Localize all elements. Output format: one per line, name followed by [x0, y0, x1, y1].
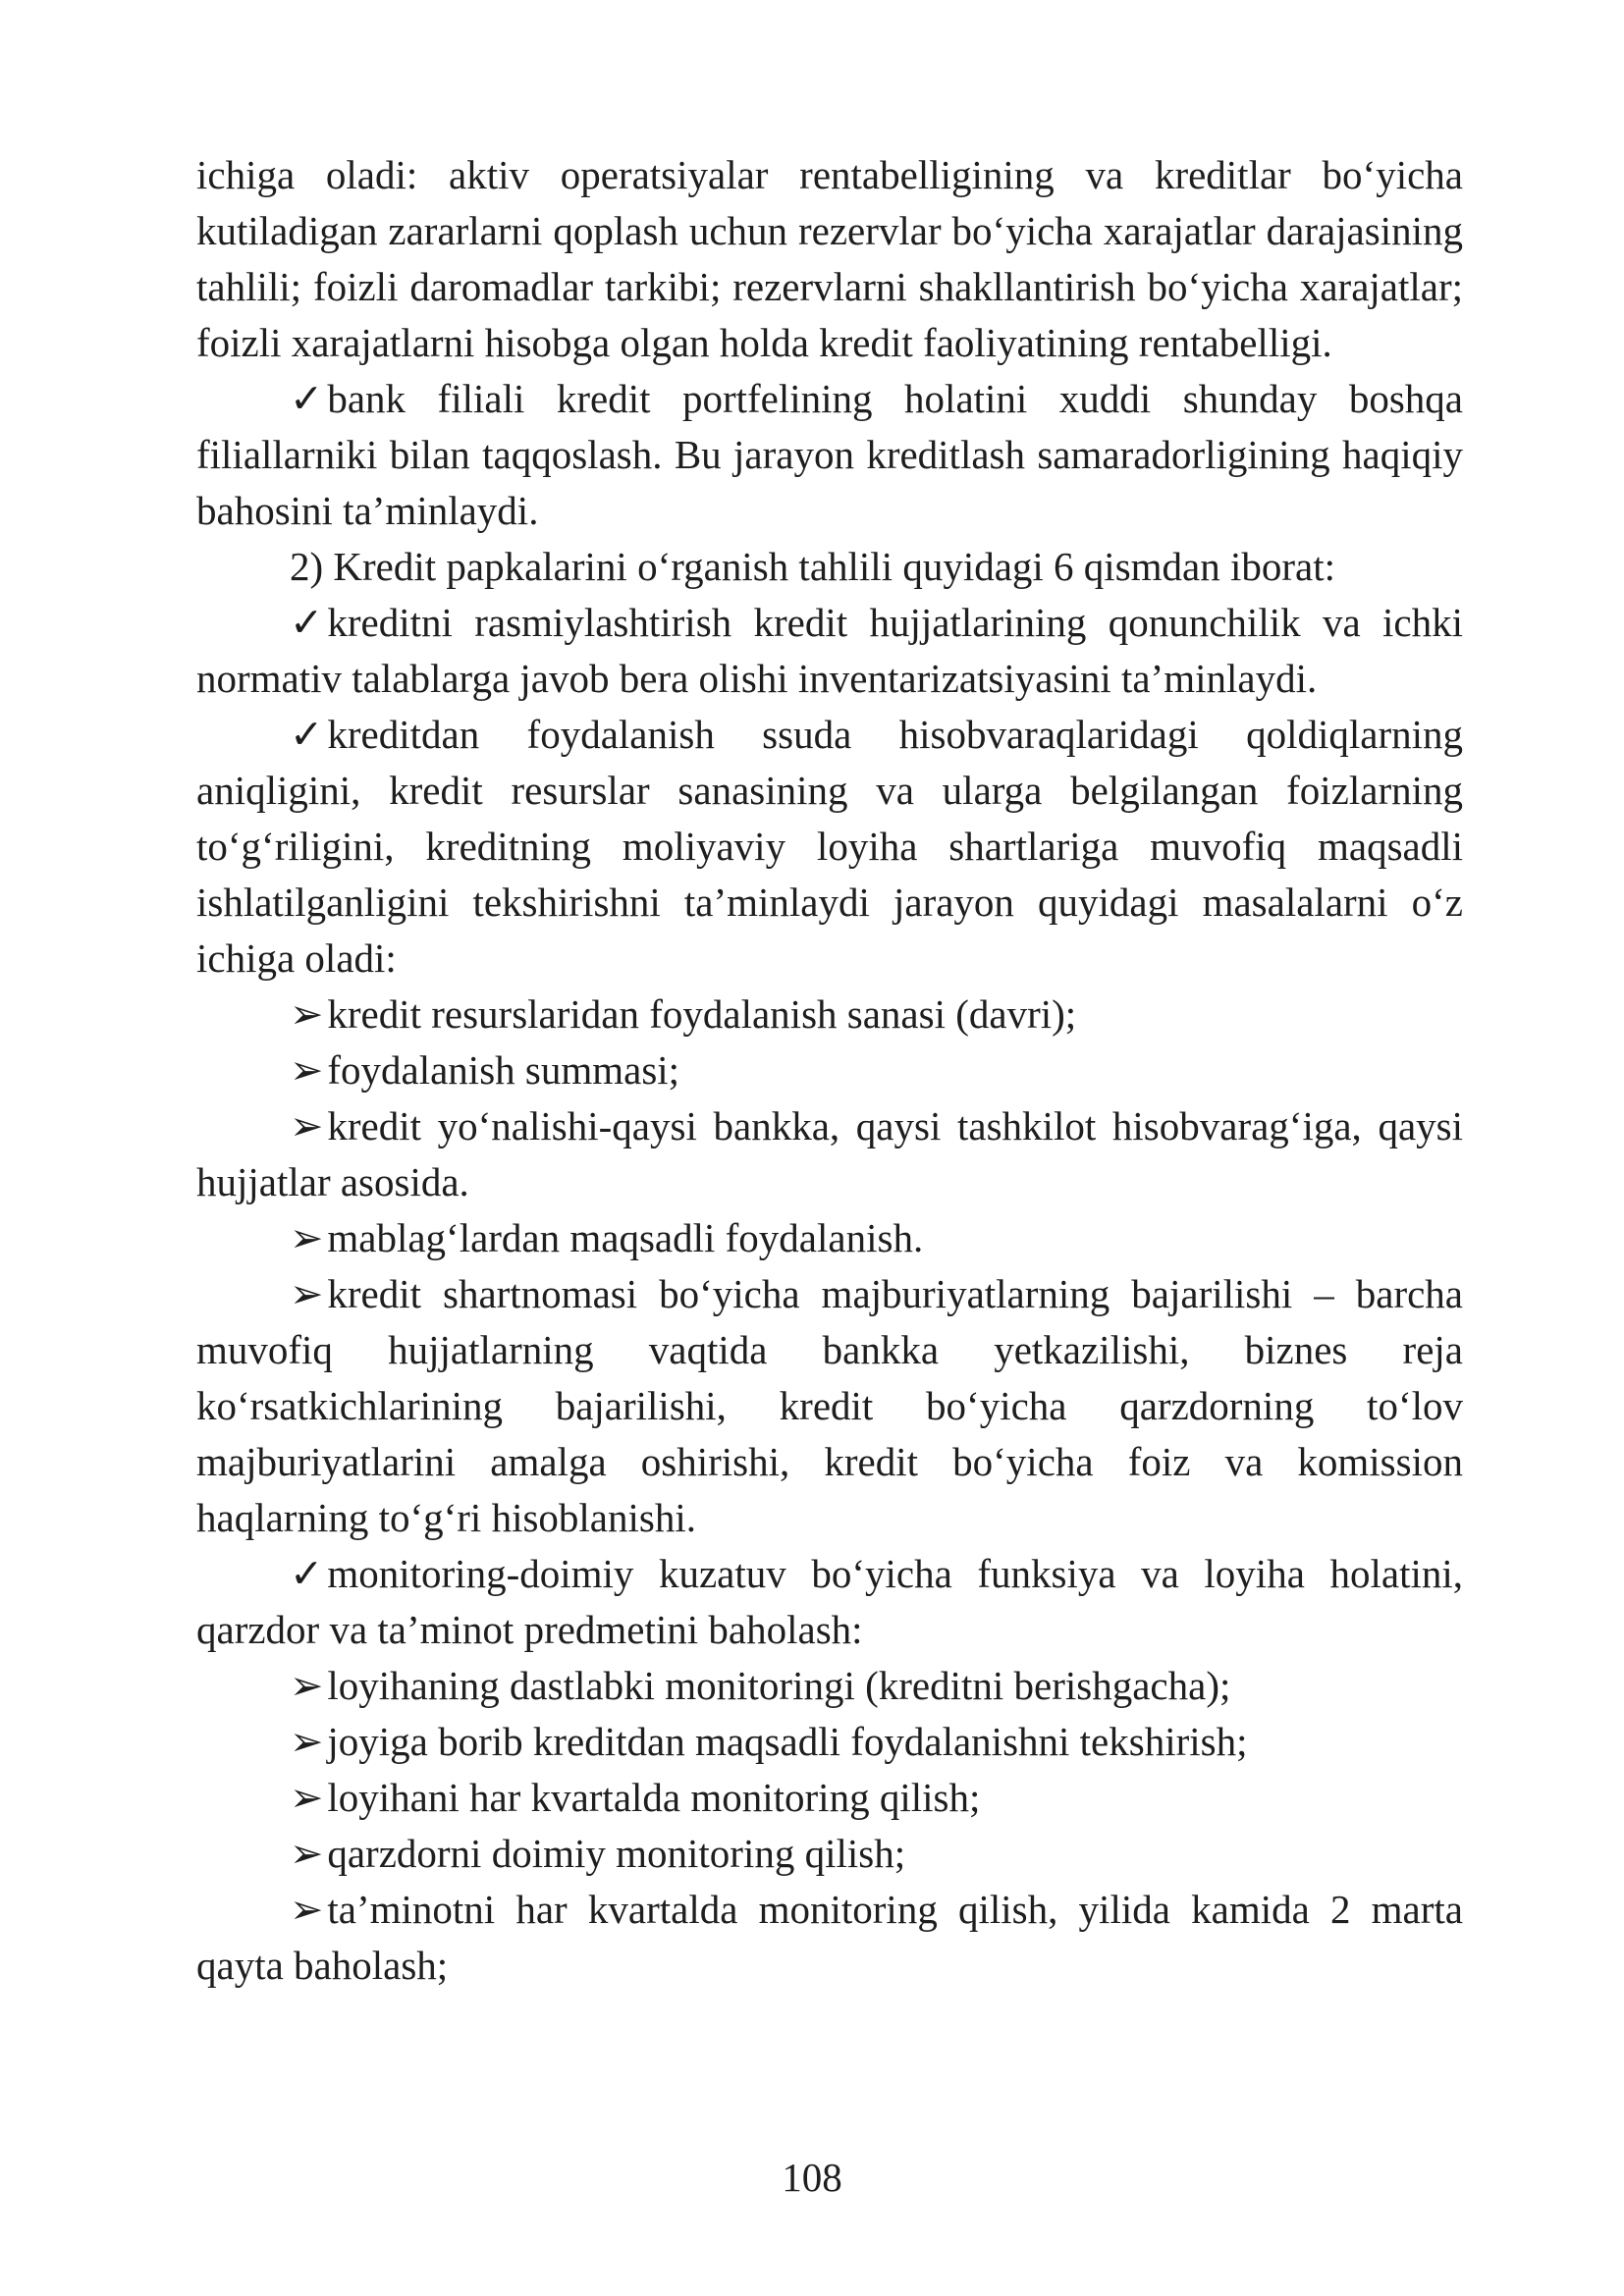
arrow-item-credit-direction [196, 1098, 1463, 1210]
arrow-item-text: ta’minotni har kvartalda monitoring qilish, yilida kamida 2 marta qayta baholash; [196, 1887, 1463, 1988]
arrow-bullet-icon: ➢ [290, 1103, 324, 1148]
check-item-text: bank filiali kredit portfelining holatini xuddi shunday boshqa filiallarniki bilan taqqoslash. Bu jarayon kreditlash samaradorligining haqiqiy bahosini ta’minlaydi. [196, 376, 1463, 533]
arrow-item-text: kredit resurslaridan foydalanish sanasi (davri); [327, 991, 1077, 1037]
check-item-monitoring [196, 1546, 1463, 1658]
arrow-item-targeted-use [196, 1210, 1463, 1266]
arrow-bullet-icon: ➢ [290, 1663, 324, 1708]
arrow-item-text: qarzdorni doimiy monitoring qilish; [327, 1831, 906, 1876]
check-item-branch-portfolio [196, 371, 1463, 539]
arrow-bullet-icon: ➢ [290, 1047, 324, 1093]
check-item-text: kreditdan foydalanish ssuda hisobvaraqlaridagi qoldiqlarning aniqligini, kredit resurslar sanasining va ularga belgilangan foizlarning to‘g‘riligini, kreditning moliyaviy loyiha shartlariga muvofiq maqsadli ishlatilganligini tekshirishni ta’minlaydi jarayon quyidagi masalalarni o‘z ichiga oladi: [196, 712, 1463, 981]
arrow-item-usage-date [196, 987, 1463, 1042]
arrow-bullet-icon: ➢ [290, 1831, 324, 1876]
check-item-credit-usage [196, 707, 1463, 987]
paragraph-text: ichiga oladi: aktiv operatsiyalar rentabelligining va kreditlar bo‘yicha kutiladigan zararlarni qoplash uchun rezervlar bo‘yicha xarajatlar darajasining tahlili; foizli daromadlar tarkibi; rezervlarni shakllantirish bo‘yicha xarajatlar; foizli xarajatlarni hisobga olgan holda kredit faoliyatining rentabelligi. [196, 152, 1463, 365]
arrow-item-text: loyihani har kvartalda monitoring qilish; [327, 1775, 981, 1820]
arrow-bullet-icon: ➢ [290, 1775, 324, 1820]
checkmark-icon: ✓ [290, 1551, 324, 1596]
arrow-bullet-icon: ➢ [290, 1887, 324, 1932]
arrow-bullet-icon: ➢ [290, 991, 324, 1037]
arrow-item-text: kredit yo‘nalishi-qaysi bankka, qaysi tashkilot hisobvarag‘iga, qaysi hujjatlar asosida. [196, 1103, 1463, 1204]
check-item-text: monitoring-doimiy kuzatuv bo‘yicha funksiya va loyiha holatini, qarzdor va ta’minot predmetini baholash: [196, 1551, 1463, 1652]
arrow-item-text: loyihaning dastlabki monitoringi (kreditni berishgacha); [327, 1663, 1231, 1708]
arrow-bullet-icon: ➢ [290, 1719, 324, 1764]
arrow-item-contract-obligations [196, 1266, 1463, 1546]
arrow-item-borrower-monitoring [196, 1826, 1463, 1882]
check-item-text: kreditni rasmiylashtirish kredit hujjatlarining qonunchilik va ichki normativ talablarga javob bera olishi inventarizatsiyasini ta’minlaydi. [196, 600, 1463, 701]
arrow-item-usage-amount [196, 1042, 1463, 1098]
arrow-item-quarterly-project [196, 1770, 1463, 1826]
arrow-item-text: mablag‘lardan maqsadli foydalanish. [327, 1215, 924, 1260]
arrow-bullet-icon: ➢ [290, 1215, 324, 1260]
page-body [196, 147, 1463, 1994]
arrow-item-collateral-monitoring [196, 1882, 1463, 1994]
paragraph-text: 2) Kredit papkalarini o‘rganish tahlili quyidagi 6 qismdan iborat: [290, 544, 1336, 589]
arrow-item-initial-monitoring [196, 1658, 1463, 1714]
paragraph-credit-folders [196, 539, 1463, 595]
paragraph-intro [196, 147, 1463, 371]
check-item-documentation [196, 595, 1463, 707]
arrow-item-onsite-check [196, 1714, 1463, 1770]
page-number: 108 [782, 2155, 842, 2200]
arrow-bullet-icon: ➢ [290, 1271, 324, 1316]
arrow-item-text: foydalanish summasi; [327, 1047, 680, 1093]
checkmark-icon: ✓ [290, 600, 324, 645]
checkmark-icon: ✓ [290, 712, 324, 757]
arrow-item-text: kredit shartnomasi bo‘yicha majburiyatlarning bajarilishi – barcha muvofiq hujjatlarning vaqtida bankka yetkazilishi, biznes reja ko‘rsatkichlarining bajarilishi, kredit bo‘yicha qarzdorning to‘lov majburiyatlarini amalga oshirishi, kredit bo‘yicha foiz va komission haqlarning to‘g‘ri hisoblanishi. [196, 1271, 1463, 1540]
arrow-item-text: joyiga borib kreditdan maqsadli foydalanishni tekshirish; [327, 1719, 1248, 1764]
checkmark-icon: ✓ [290, 376, 324, 421]
